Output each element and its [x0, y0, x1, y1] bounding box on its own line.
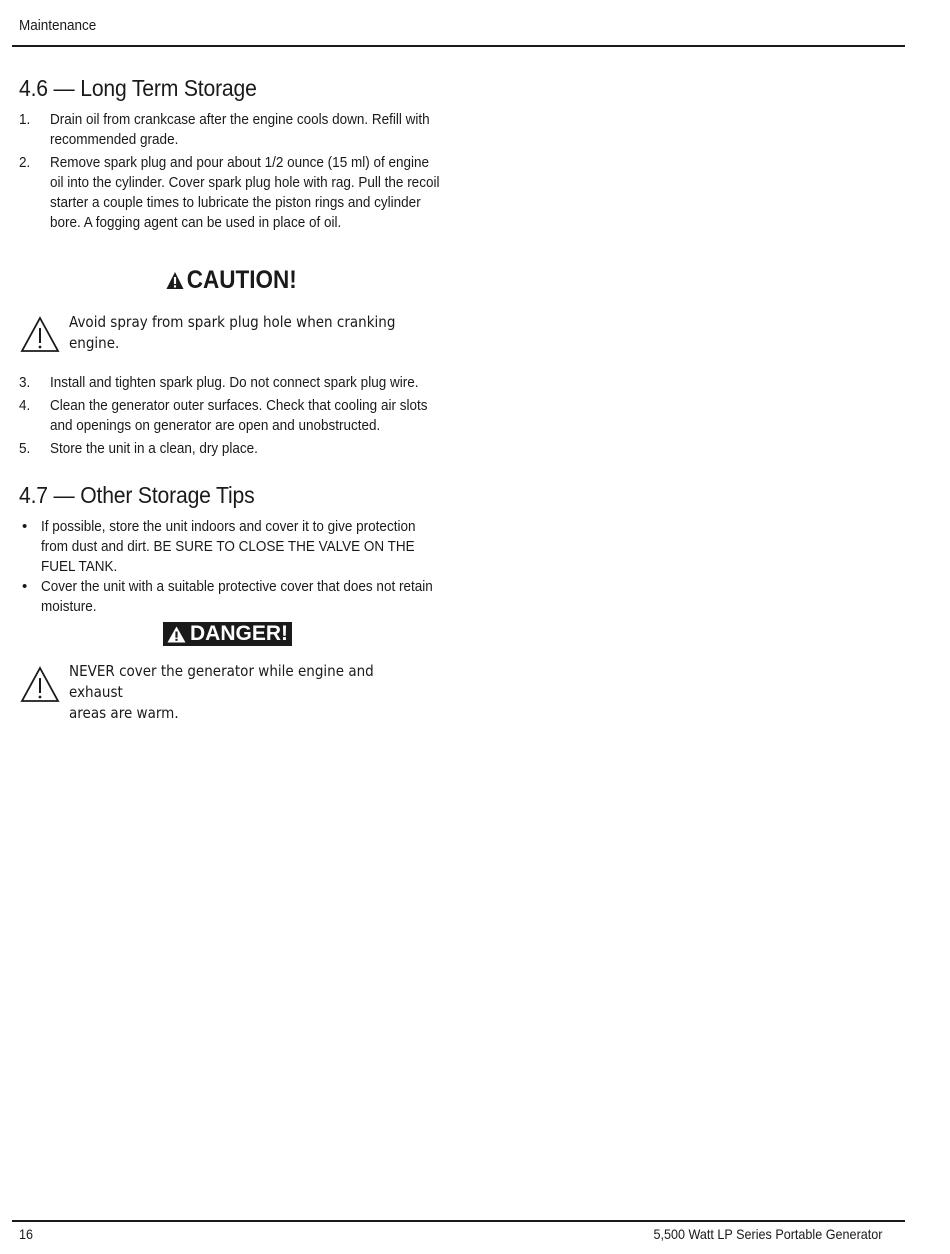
- header-rule: [12, 45, 905, 47]
- danger-triangle-icon: [167, 626, 186, 643]
- footer-rule: [12, 1220, 905, 1222]
- step-number: 3.: [19, 374, 31, 391]
- tip-line: moisture.: [41, 598, 97, 615]
- danger-label: DANGER!: [190, 622, 288, 645]
- step-number: 4.: [19, 397, 31, 414]
- tip-line: FUEL TANK.: [41, 558, 118, 575]
- caution-label: CAUTION!: [186, 266, 297, 294]
- storage-tips-list: [19, 517, 489, 617]
- tip-line: from dust and dirt. BE SURE TO CLOSE THE VALVE ON THE: [41, 538, 415, 555]
- step-line: recommended grade.: [50, 131, 179, 148]
- list-item: [19, 373, 489, 393]
- step-line: Drain oil from crankcase after the engine cools down. Refill with: [50, 111, 430, 128]
- warning-triangle-icon: [20, 316, 60, 353]
- danger-heading: [163, 622, 292, 646]
- list-item: [19, 153, 489, 233]
- danger-line: areas are warm.: [69, 704, 179, 722]
- section-4-6-heading: 4.6 — Long Term Storage: [19, 75, 257, 101]
- caution-text: Avoid spray from spark plug hole when cranking engine.: [69, 313, 396, 352]
- step-number: 2.: [19, 154, 31, 171]
- step-line: Remove spark plug and pour about 1/2 ounce (15 ml) of engine: [50, 154, 429, 171]
- section-4-7-heading: 4.7 — Other Storage Tips: [19, 482, 255, 508]
- storage-steps-list-b: [19, 373, 489, 462]
- step-line: Store the unit in a clean, dry place.: [50, 440, 258, 457]
- tip-line: If possible, store the unit indoors and cover it to give protection: [41, 518, 416, 535]
- danger-text: [69, 661, 420, 724]
- running-header: Maintenance: [19, 17, 97, 34]
- caution-heading: [166, 266, 297, 295]
- bullet-symbol: •: [22, 518, 28, 535]
- bullet-symbol: •: [22, 578, 28, 595]
- tip-line: Cover the unit with a suitable protective cover that does not retain: [41, 578, 433, 595]
- step-line: Clean the generator outer surfaces. Check that cooling air slots: [50, 397, 428, 414]
- step-line: and openings on generator are open and unobstructed.: [50, 417, 381, 434]
- list-item: [19, 396, 489, 436]
- caution-triangle-icon: [166, 271, 184, 290]
- footer-product-name: 5,500 Watt LP Series Portable Generator: [652, 1226, 882, 1242]
- warning-triangle-icon: [20, 666, 60, 703]
- list-item: [19, 517, 489, 577]
- list-item: [19, 577, 489, 617]
- page-number: 16: [19, 1226, 34, 1242]
- step-line: starter a couple times to lubricate the piston rings and cylinder: [50, 194, 421, 211]
- danger-line: NEVER cover the generator while engine and exhaust: [69, 662, 374, 701]
- step-number: 1.: [19, 111, 31, 128]
- step-line: bore. A fogging agent can be used in place of oil.: [50, 214, 342, 231]
- step-line: oil into the cylinder. Cover spark plug hole with rag. Pull the recoil: [50, 174, 440, 191]
- step-line: Install and tighten spark plug. Do not connect spark plug wire.: [50, 374, 419, 391]
- list-item: [19, 110, 489, 150]
- step-number: 5.: [19, 440, 31, 457]
- list-item: [19, 439, 489, 459]
- storage-steps-list-a: [19, 110, 489, 236]
